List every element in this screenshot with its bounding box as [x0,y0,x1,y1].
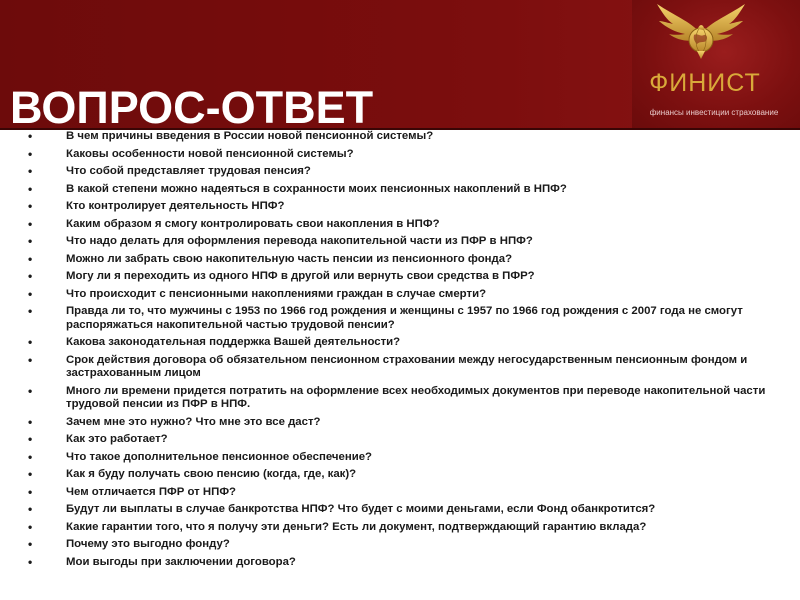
question-text: В чем причины введения в России новой пенсионной системы? [66,130,434,142]
question-text: Почему это выгодно фонду? [66,538,230,550]
bullet-icon: • [28,449,33,464]
question-text: Много ли времени придется потратить на оформление всех необходимых документов при переводе накопительной части трудовой пенсии из ПФР в НПФ. [66,384,766,410]
bullet-icon: • [28,467,33,481]
bullet-icon: • [28,199,33,213]
question-text: Какие гарантии того, что я получу эти деньги? Есть ли документ, подтверждающий гарантию вклада? [66,520,647,533]
bullet-icon: • [28,519,33,534]
bullet-icon: • [28,286,33,301]
question-text: Что происходит с пенсионными накоплениями граждан в случае смерти? [66,287,487,300]
question-text: Можно ли забрать свою накопительную часть пенсии из пенсионного фонда? [66,252,513,265]
question-text: Зачем мне это нужно? Что мне это все даст? [66,415,321,428]
question-text: Мои выгоды при заключении договора? [66,555,296,568]
faq-question-item [28,556,773,570]
question-text: Каким образом я смогу контролировать свои накопления в НПФ? [66,217,440,230]
question-text: Что надо делать для оформления перевода накопительной части из ПФР в НПФ? [66,235,533,247]
bullet-icon: • [28,537,33,551]
bullet-icon: • [28,304,33,318]
question-text: Что собой представляет трудовая пенсия? [66,165,311,177]
question-text: Срок действия договора об обязательном пенсионном страховании между негосударственным пенсионным фондом и застрахованным лицом [66,353,748,379]
faq-question-item [28,288,773,302]
bullet-icon: • [28,269,33,283]
faq-question-item [28,305,773,332]
bullet-icon: • [28,335,33,349]
faq-question-item [28,165,773,179]
bullet-icon: • [28,129,33,143]
faq-question-item [28,538,773,552]
page-title: ВОПРОС-ОТВЕТ [10,82,374,133]
faq-question-item [28,486,773,500]
faq-question-item [28,354,773,381]
bullet-icon: • [28,234,33,248]
faq-question-item [28,253,773,267]
faq-question-item [28,148,773,162]
faq-question-item [28,416,773,430]
question-text: Чем отличается ПФР от НПФ? [66,485,237,498]
bullet-icon: • [28,146,33,161]
faq-question-item [28,183,773,197]
faq-question-item [28,521,773,535]
faq-question-item [28,130,773,144]
question-text: Будут ли выплаты в случае банкротства НПФ? Что будет с моими деньгами, если Фонд обанкротится? [66,503,656,515]
question-text: Как я буду получать свою пенсию (когда, где, как)? [66,468,357,480]
question-text: Кто контролирует деятельность НПФ? [66,200,285,212]
bullet-icon: • [28,216,33,231]
bullet-icon: • [28,484,33,499]
faq-question-list [28,130,773,573]
bullet-icon: • [28,383,33,398]
brand-name: ФИНИСТ [649,69,761,97]
bullet-icon: • [28,181,33,196]
faq-question-item [28,451,773,465]
bullet-icon: • [28,414,33,429]
question-text: Могу ли я переходить из одного НПФ в другой или вернуть свои средства в ПФР? [66,270,535,282]
bullet-icon: • [28,432,33,446]
question-text: Каковы особенности новой пенсионной системы? [66,147,354,160]
faq-question-item [28,235,773,249]
bullet-icon: • [28,502,33,516]
question-text: Правда ли то, что мужчины с 1953 по 1966 год рождения и женщины с 1957 по 1966 год рождения с 2007 года не смогут распоряжаться накопительной частью трудовой пенсии? [66,305,743,331]
faq-question-item [28,218,773,232]
question-text: Что такое дополнительное пенсионное обеспечение? [66,450,373,463]
faq-question-item [28,336,773,350]
question-text: В какой степени можно надеяться в сохранности моих пенсионных накоплений в НПФ? [66,182,567,195]
bullet-icon: • [28,554,33,569]
faq-question-item [28,468,773,482]
faq-question-item [28,270,773,284]
faq-question-item [28,503,773,517]
question-text: Какова законодательная поддержка Вашей деятельности? [66,336,401,348]
eagle-globe-logo-icon [653,2,749,60]
faq-question-item [28,200,773,214]
brand-tagline: финансы инвестиции страхование [649,108,779,117]
faq-question-item [28,433,773,447]
bullet-icon: • [28,164,33,178]
bullet-icon: • [28,251,33,266]
question-text: Как это работает? [66,433,168,445]
bullet-icon: • [28,352,33,367]
faq-question-item [28,385,773,412]
